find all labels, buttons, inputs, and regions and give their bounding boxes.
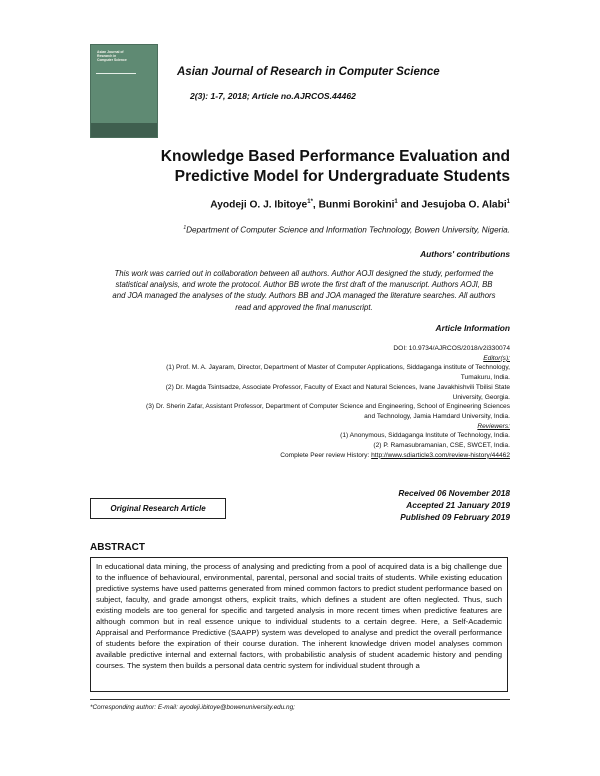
reviewer-entry: (2) P. Ramasubramanian, CSE, SWCET, India.: [373, 442, 510, 450]
article-type-box: Original Research Article: [90, 498, 226, 519]
author-name: Jesujoba O. Alabi: [421, 199, 507, 211]
editors-label: Editor(s):: [483, 354, 510, 362]
author-mark: 1: [394, 199, 398, 205]
editor-entry-cont: Tumakuru, India.: [460, 374, 510, 382]
article-info-heading: Article Information: [435, 323, 510, 333]
affiliation: $^1$Department of Computer Science and Information Technology, Bowen University, Nigeria.: [183, 225, 510, 235]
paper-title: Knowledge Based Performance Evaluation and Predictive Model for Undergraduate Students: [160, 148, 510, 185]
contributions-text: This work was carried out in collaboration between all authors. Author AOJI designed the study, performed the statistical analysis, and wrote the protocol. Author BB wrote the first draft of the manuscript. Authors AOJI, BB and JOA managed the analyses of the study. Authors BB and JOA managed the literature searches. All authors read and approved the final manuscript.: [112, 269, 496, 312]
publication-dates: [398, 488, 510, 523]
cover-footer-strip: [91, 123, 157, 137]
author-name: Ayodeji O. J. Ibitoye: [210, 199, 308, 211]
cover-title: Asian Journal of Research in Computer Science: [97, 50, 127, 62]
contributions-heading: Authors' contributions: [420, 249, 510, 259]
cover-decoration: [96, 73, 136, 74]
editor-entry: (3) Dr. Sherin Zafar, Assistant Professor, Department of Computer Science and Engineering, School of Engineering Sciences: [146, 403, 510, 411]
editor-entry: (1) Prof. M. A. Jayaram, Director, Department of Master of Computer Applications, Siddaganga institute of Technology,: [166, 364, 510, 372]
abstract-heading: ABSTRACT: [90, 542, 145, 553]
reviewers-label: Reviewers:: [477, 422, 510, 430]
journal-cover-image: [90, 44, 158, 138]
corresponding-author-footnote: *Corresponding author: E-mail: ayodeji.ibitoye@bowenuniversity.edu.ng;: [90, 704, 295, 711]
abstract-text: In educational data mining, the process of analysing and predicting from a pool of acquired data is a big challenge due to the influence of behavioural, environmental, parental, personal and social traits of students. While existing education predictive systems have used patterns generated from mined common factors to predict student performance based on subject, faculty, and grade amongst others, explicit traits, which defines a student are often neglected. Thus, such existing models are too general for specific and targeted analysis in more recent times when predictive features are although common but in real essence unique to individual students to a certain degree. Here, a Self-Academic Appraisal and Performance Predictive (SAAPP) system was developed to analyse and predict the overall performance of students before the expiration of their course duration. The inherent knowledge driven model analyses common available predictive internal and external factors, with probabilistic analysis of student academic history and pending courses. The system then builds a personal data centric system for individual student through a: [96, 562, 502, 671]
doi: DOI: 10.9734/AJRCOS/2018/v2i330074: [393, 345, 510, 352]
editor-entry-cont: University, Georgia.: [452, 393, 510, 401]
journal-name: Asian Journal of Research in Computer Science: [177, 66, 440, 78]
author-name: Bunmi Borokini: [318, 199, 395, 211]
review-history-link[interactable]: http://www.sdiarticle3.com/review-history/44462: [371, 451, 510, 459]
author-mark: 1*: [307, 199, 313, 205]
published-date: Published 09 February 2019: [400, 511, 510, 522]
review-history: Complete Peer review History: http://www.sdiarticle3.com/review-history/44462: [280, 451, 510, 459]
editor-entry-cont: and Technology, Jamia Hamdard University, India.: [364, 412, 510, 420]
accepted-date: Accepted 21 January 2019: [406, 499, 510, 510]
author-mark: 1: [506, 199, 510, 205]
issue-line: 2(3): 1-7, 2018; Article no.AJRCOS.44462: [190, 91, 356, 101]
author-list: Ayodeji O. J. Ibitoye$^{1*}$, Bunmi Borokini$^1$ and Jesujoba O. Alabi$^1$: [210, 199, 510, 211]
footnote-divider: [90, 699, 510, 700]
article-info-block: [90, 344, 510, 460]
received-date: Received 06 November 2018: [398, 488, 510, 498]
abstract-box: [90, 557, 508, 692]
reviewer-entry: (1) Anonymous, Siddaganga Institute of Technology, India.: [340, 432, 510, 440]
editor-entry: (2) Dr. Magda Tsintsadze, Associate Professor, Faculty of Exact and Natural Sciences, Ivane Javakhishvili Tbilisi State: [165, 383, 510, 391]
